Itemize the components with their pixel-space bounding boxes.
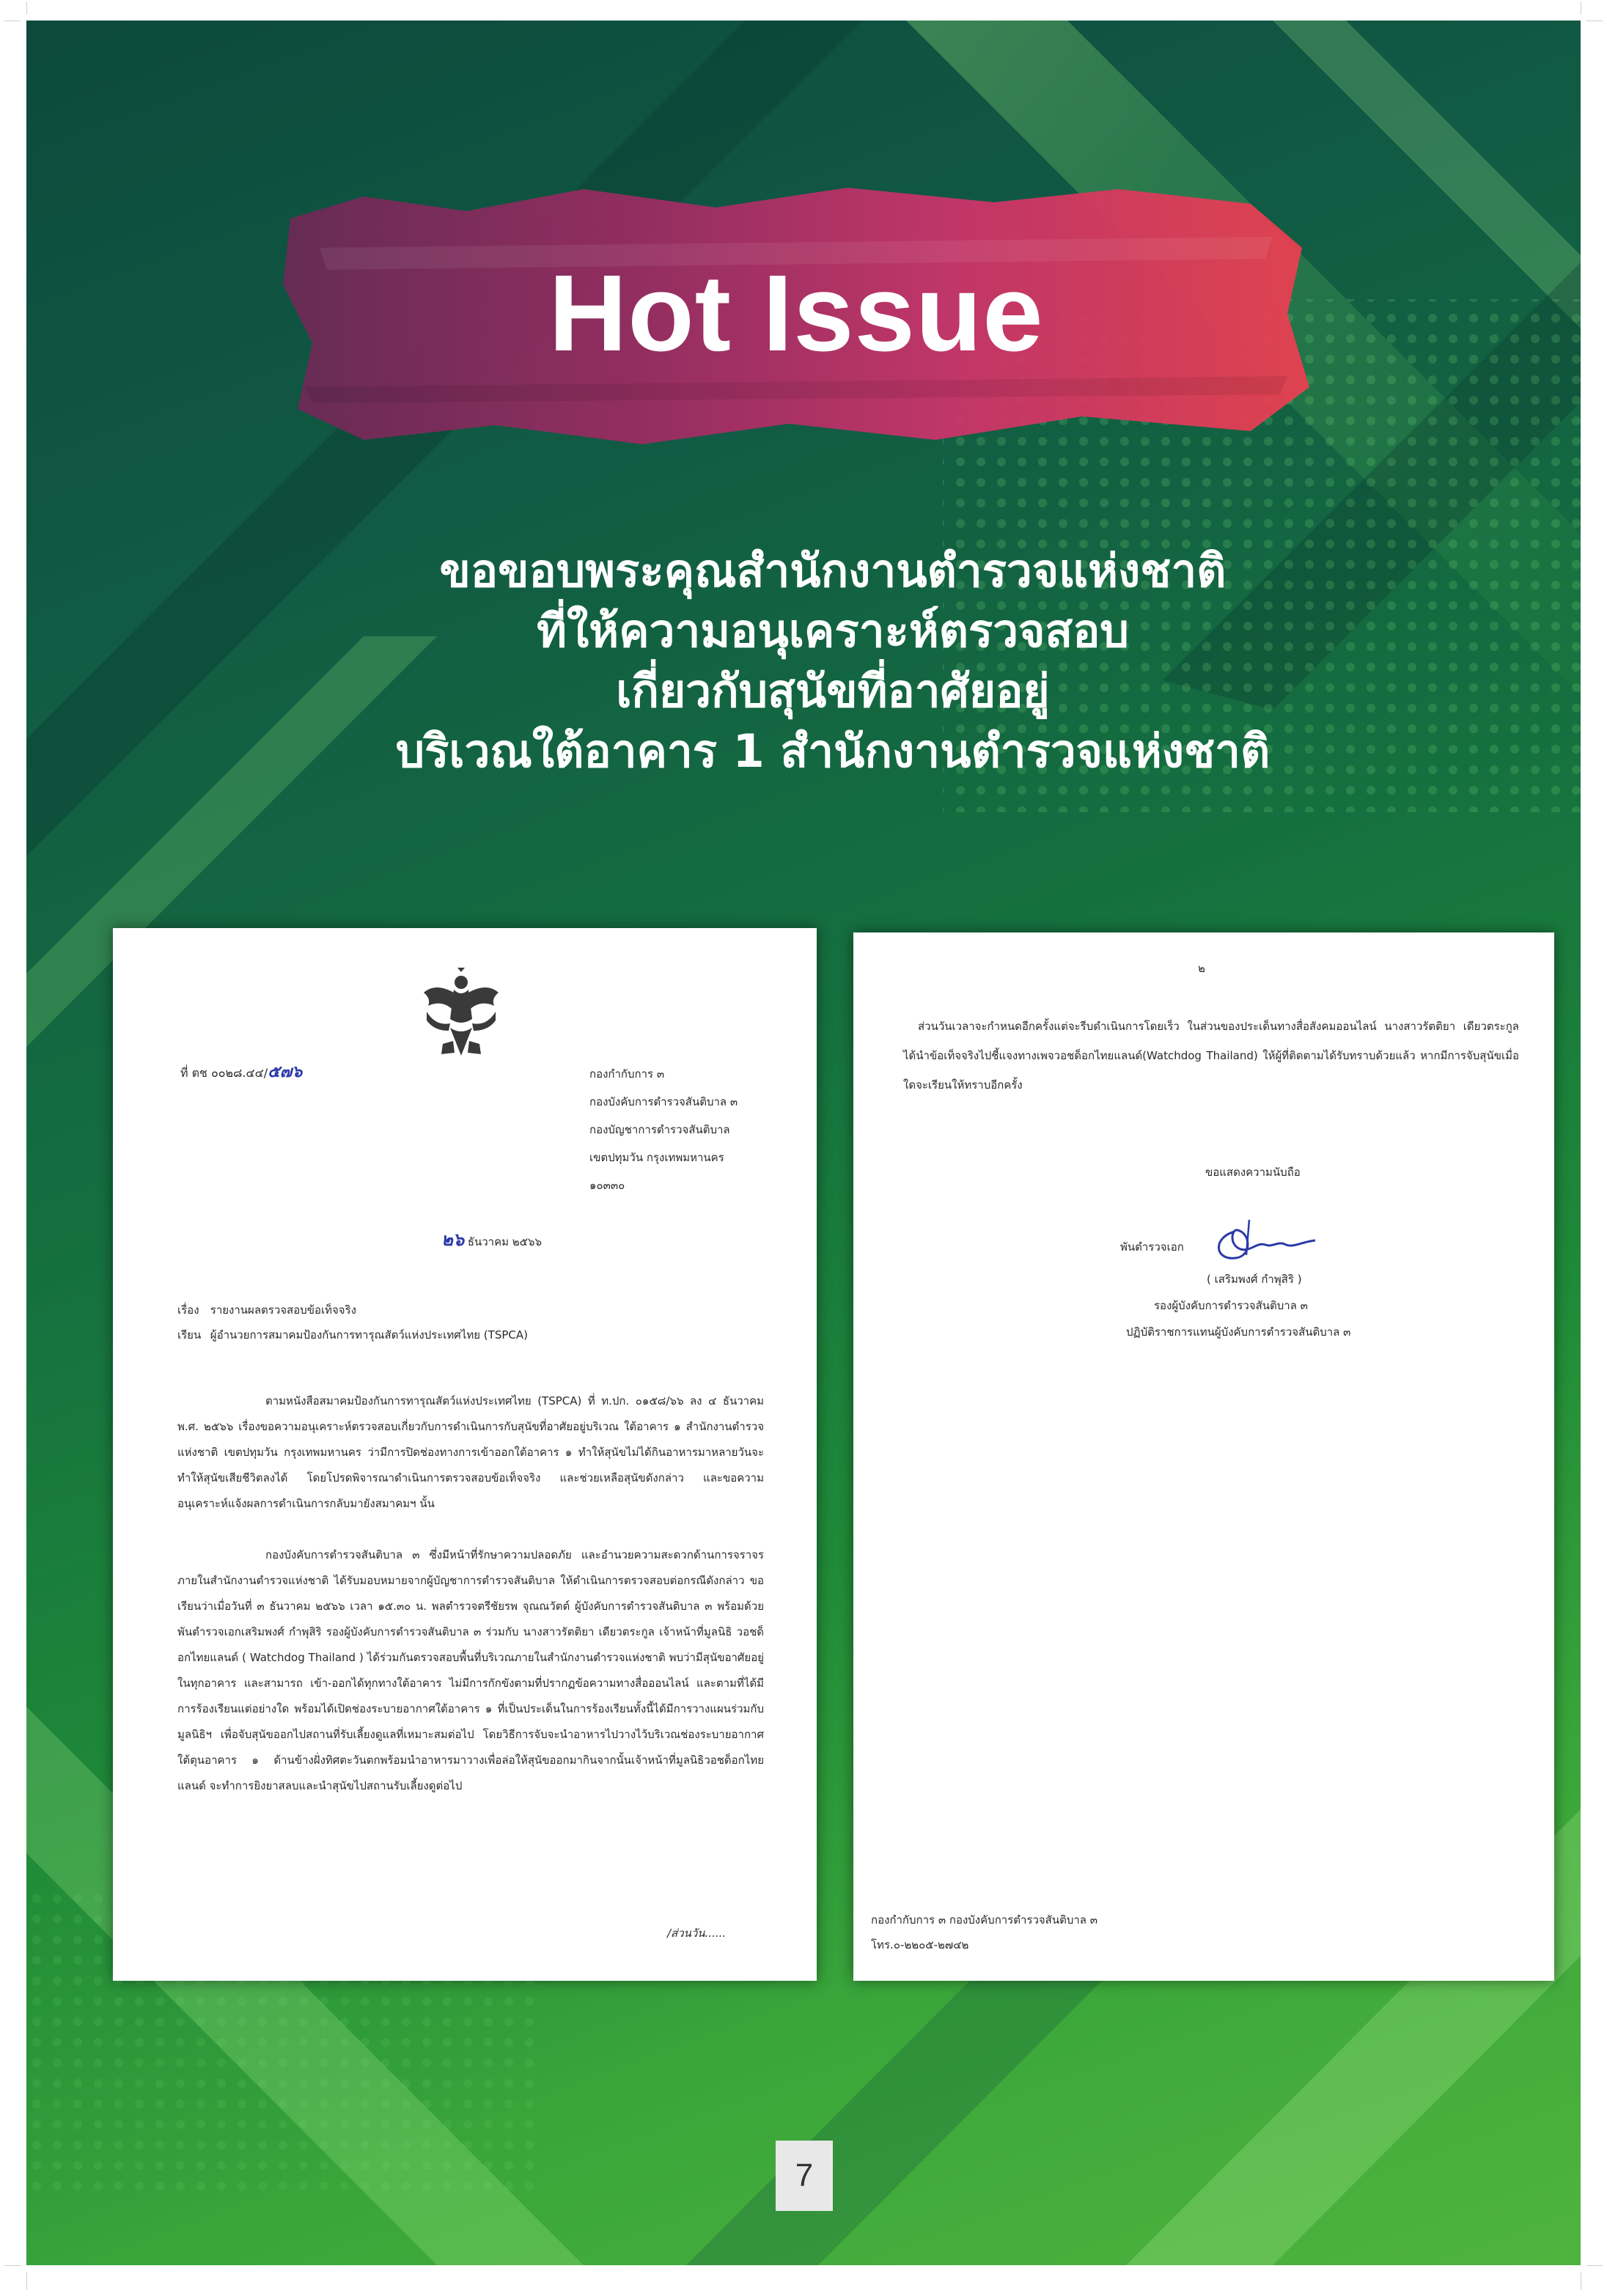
reference-number	[180, 1063, 303, 1081]
footer-phone: โทร.๐-๒๒๐๕-๒๗๔๒	[871, 1938, 969, 1951]
address-line: กองบัญชาการตำรวจสันติบาล	[589, 1123, 730, 1136]
headline-line: ขอขอบพระคุณสำนักงานตำรวจแห่งชาติ	[439, 544, 1227, 597]
letter-page-1	[113, 928, 817, 1981]
banner-title: Hot Issue	[548, 253, 1044, 374]
sender-address	[589, 1067, 738, 1192]
letter-paragraph-3: ส่วนวันเวลาจะกำหนดอีกครั้งแต่จะรีบดำเนินการโดยเร็ว ในส่วนของประเด็นทางสื่อสังคมออนไลน์ นางสาวรัตติยา เดียวตระกูล ได้นำข้อเท็จจริงไปชี้แจงทางเพจวอชด็อกไทยแลนด์(Watchdog Thailand) ให้ผู้ที่ติดตามได้รับทราบด้วยแล้ว หากมีการจับสุนัขเมื่อใดจะเรียนให้ทราบอีกครั้ง	[903, 1020, 1519, 1092]
crop-mark	[26, 1, 27, 15]
date-text: ธันวาคม ๒๕๖๖	[467, 1235, 543, 1248]
hot-issue-banner	[276, 167, 1317, 460]
recipient-text: ผู้อำนวยการสมาคมป้องกันการทารุณสัตว์แห่งประเทศไทย (TSPCA)	[210, 1328, 528, 1342]
subject-text: รายงานผลตรวจสอบข้อเท็จจริง	[210, 1303, 356, 1317]
magazine-page	[26, 21, 1581, 2265]
continuation-marker: /ส่วนวัน......	[667, 1927, 727, 1940]
subject-line	[177, 1303, 356, 1317]
subject-label: เรื่อง	[177, 1303, 199, 1317]
headline	[144, 541, 1522, 781]
address-line: ๑๐๓๓๐	[589, 1179, 625, 1192]
letter-paragraph-2: กองบังคับการตำรวจสันติบาล ๓ ซึ่งมีหน้าที่รักษาความปลอดภัย และอำนวยความสะดวกด้านการจราจรภายในสำนักงานตำรวจแห่งชาติ ได้รับมอบหมายจากผู้บัญชาการตำรวจสันติบาล ให้ดำเนินการตรวจสอบต่อกรณีดังกล่าว ขอเรียนว่าเมื่อวันที่ ๓ ธันวาคม ๒๕๖๖ เวลา ๑๕.๓๐ น. พลตำรวจตรีชัยรพ จุณณวัตต์ ผู้บังคับการตำรวจสันติบาล ๓ พร้อมด้วย พันตำรวจเอกเสริมพงศ์ กำพุสิริ รองผู้บังคับการตำรวจสันติบาล ๓ ร่วมกับ นางสาวรัตติยา เดียวตระกูล เจ้าหน้าที่มูลนิธิ วอชด็อกไทยแลนด์ ( Watchdog Thailand ) ได้ร่วมกันตรวจสอบพื้นที่บริเวณภายในสำนักงานตำรวจแห่งชาติ พบว่ามีสุนัขอาศัยอยู่ในทุกอาคาร และสามารถ เข้า-ออกได้ทุกทางใต้อาคาร ไม่มีการกักขังตามที่ปรากฏข้อความทางสื่อออนไลน์ และตามที่ได้มีการร้องเรียนแต่อย่างใด พร้อมได้เปิดช่องระบายอากาศใต้อาคาร ๑ ที่เป็นประเด็นในการร้องเรียนทั้งนี้ได้มีการวางแผนร่วมกับมูลนิธิฯ เพื่อจับสุนัขออกไปสถานที่รับเลี้ยงดูแลที่เหมาะสมต่อไป โดยวิธีการจับจะนำอาหารไปวางไว้บริเวณช่องระบายอากาศใต้ตุนอาคาร ๑ ด้านข้างฝั่งทิศตะวันตกพร้อมนำอาหารมาวางเพื่อล่อให้สุนัขออกมากินจากนั้นเจ้าหน้าที่มูลนิธิวอชด็อกไทยแลนด์ จะทำการยิงยาสลบและนำสุนัขไปสถานรับเลี้ยงดูต่อไป	[177, 1548, 764, 1792]
garuda-emblem-icon	[421, 968, 501, 1063]
signer-title: ปฏิบัติราชการแทนผู้บังคับการตำรวจสันติบาล ๓	[1126, 1325, 1351, 1339]
letter-paragraph-1: ตามหนังสือสมาคมป้องกันการทารุณสัตว์แห่งประเทศไทย (TSPCA) ที่ ท.ปก. ๐๑๕๘/๖๖ ลง ๔ ธันวาคม พ.ศ. ๒๕๖๖ เรื่องขอความอนุเคราะห์ตรวจสอบเกี่ยวกับการดำเนินการกับสุนัขที่อาศัยอยู่บริเวณ ใต้อาคาร ๑ สำนักงานตำรวจแห่งชาติ เขตปทุมวัน กรุงเทพมหานคร ว่ามีการปิดช่องทางการเข้าออกใต้อาคาร ๑ ทำให้สุนัขไม่ได้กินอาหารมาหลายวันจะทำให้สุนัขเสียชีวิตลงได้ โดยโปรดพิจารณาดำเนินการตรวจสอบข้อเท็จจริง และช่วยเหลือสุนัขดังกล่าว และขอความอนุเคราะห์แจ้งผลการดำเนินการกลับมายังสมาคมฯ นั้น	[177, 1394, 764, 1510]
address-line: กองกำกับการ ๓	[589, 1067, 665, 1081]
signature	[1205, 1215, 1323, 1267]
crop-mark	[4, 2265, 21, 2266]
headline-line: ที่ให้ความอนุเคราะห์ตรวจสอบ	[537, 604, 1129, 658]
address-line: เขตปทุมวัน กรุงเทพมหานคร	[589, 1151, 724, 1164]
page-number-thai: ๒	[1198, 962, 1205, 975]
closing-phrase: ขอแสดงความนับถือ	[1205, 1166, 1301, 1179]
headline-line: บริเวณใต้อาคาร 1 สำนักงานตำรวจแห่งชาติ	[395, 724, 1270, 778]
recipient-line	[177, 1328, 528, 1342]
address-line: กองบังคับการตำรวจสันติบาล ๓	[589, 1095, 738, 1108]
page-number: 7	[776, 2141, 833, 2211]
signer-name: ( เสริมพงศ์ กำพุสิริ )	[1207, 1273, 1302, 1286]
recipient-label: เรียน	[177, 1328, 202, 1342]
signer-title: รองผู้บังคับการตำรวจสันติบาล ๓	[1154, 1299, 1308, 1312]
handwritten-number: ๕๗๖	[268, 1063, 303, 1081]
letter-date	[441, 1229, 543, 1250]
signer-rank: พันตำรวจเอก	[1120, 1240, 1184, 1254]
headline-line: เกี่ยวกับสุนัขที่อาศัยอยู่	[616, 664, 1050, 718]
crop-mark	[1586, 2265, 1603, 2266]
reference-number-text: ที่ ตช ๐๐๒๘.๔๔/	[180, 1066, 268, 1080]
handwritten-day: ๒๖	[441, 1229, 465, 1250]
letter-page-2	[853, 932, 1554, 1981]
crop-mark	[26, 2273, 27, 2290]
footer-office: กองกำกับการ ๓ กองบังคับการตำรวจสันติบาล ๓	[871, 1913, 1097, 1927]
